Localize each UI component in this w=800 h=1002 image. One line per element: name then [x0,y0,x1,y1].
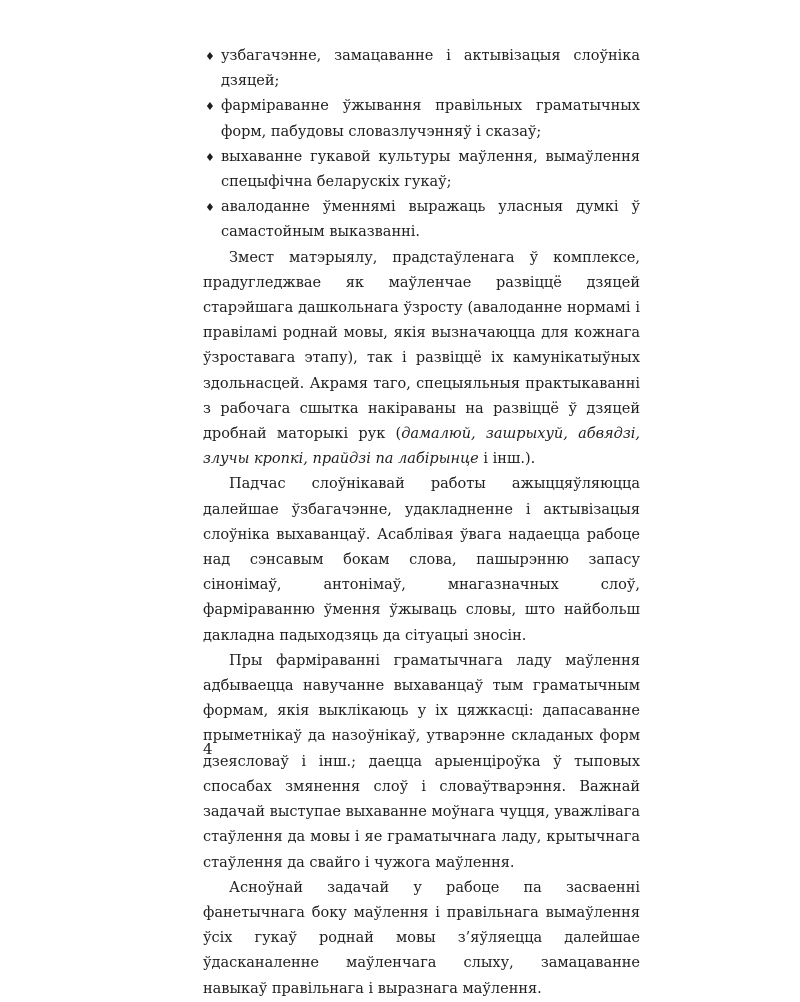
list-item-text: выхаванне гукавой культуры маўлення, вымаўлення спецыфічна беларускіх гукаў; [221,148,640,191]
paragraph-phonetics: Асноўнай задачай у рабоце па засваенні фанетычнага боку маўлення і правільнага вымаўлення ўсіх гукаў роднай мовы з’яўляецца далейшае ўдасканаленне маўленчага слыху, замацаванне навыкаў правільнага і выразнага маўлення. [203,879,640,997]
paragraph-content-overview [203,246,640,473]
paragraph-text-before: Змест матэрыялу, прадстаўленага ў комплексе, прадугледжвае як маўленчае развіццё дзяцей старэйшага дашкольнага ўзросту (авалоданне нормамі і правіламі роднай мовы, якія вызначаюцца для кожнага ўзроставага этапу), так і развіццё іх камунікатыўных здольнасцей. Акрамя таго, спецыяльныя практыкаванні з рабочага сшытка накіраваны на развіццё ў дзяцей дробнай маторыкі рук ( [203,249,640,443]
exercise-examples: дамалюй, зашрыхуй, абвядзі, злучы кропкі, прайдзі па лабірынце [203,426,640,468]
list-item [203,94,640,144]
page-number: 4 [203,740,213,758]
list-item [203,44,640,94]
list-item [203,195,640,245]
diamond-bullet-icon: ♦ [205,100,215,114]
diamond-bullet-icon: ♦ [205,150,215,164]
list-item-text: авалоданне ўменнямі выражаць уласныя думкі ў самастойным выказванні. [221,199,640,241]
list-item-text: фарміраванне ўжывання правільных граматычных форм, пабудовы словазлучэнняў і сказаў; [221,98,640,140]
diamond-bullet-icon: ♦ [205,50,215,63]
list-item [203,145,640,195]
paragraph-grammar: Пры фарміраванні граматычнага ладу маўлення адбываецца навучанне выхаванцаў тым граматычным формам, якія выклікаюць у іх цяжкасці: дапасаванне прыметнікаў да назоўнікаў, утварэнне складаных форм дзеясловаў і інш.; даецца арыенціроўка ў тыповых спосабах змянення слоў і словаўтварэння. Важнай задачай выступае выхаванне моўнага чуцця, уважлівага стаўлення да мовы і яе граматычнага ладу, крытычнага стаўлення да свайго і чужога маўлення. [203,652,640,871]
diamond-bullet-icon: ♦ [205,201,215,215]
body-text [203,44,640,1002]
paragraph-vocabulary-work: Падчас слоўнікавай работы ажыццяўляюцца далейшае ўзбагачэнне, удакладненне і актывізацыя слоўніка выхаванцаў. Асаблівая ўвага надаецца рабоце над сэнсавым бокам слова, пашырэнню запасу сінонімаў, антонімаў, мнагазначных слоў, фарміраванню ўмення ўжываць словы, што найбольш дакладна падыходзяць да сітуацыі зносін. [203,476,640,644]
list-item-text: узбагачэнне, замацаванне і актывізацыя слоўніка дзяцей; [221,48,640,90]
paragraph-text-after: і інш.). [478,451,536,468]
goals-list [203,44,640,246]
